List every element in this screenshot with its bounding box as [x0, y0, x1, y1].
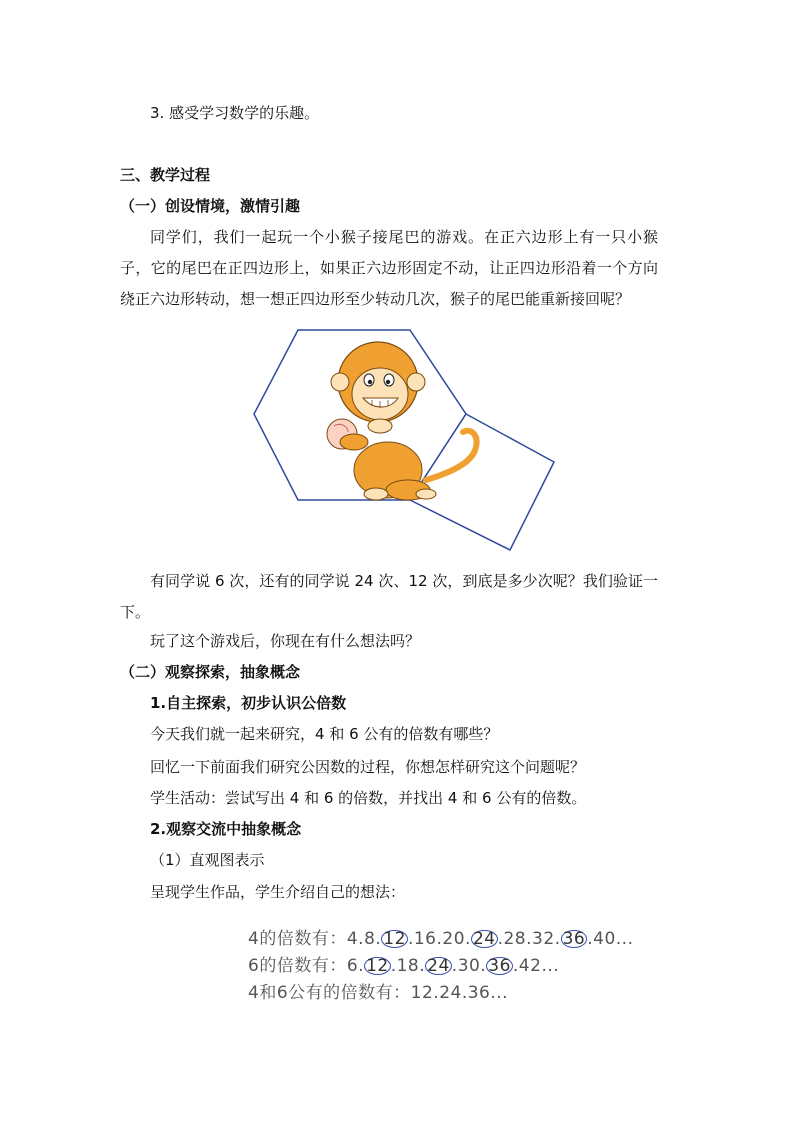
- recall-question: 回忆一下前面我们研究公因数的过程，你想怎样研究这个问题呢？: [150, 758, 586, 776]
- hand-number: 36: [488, 956, 511, 976]
- step-2-heading: 2.观察交流中抽象概念: [150, 820, 302, 838]
- hand-number: ...: [541, 956, 560, 976]
- hand-number: 40: [593, 929, 616, 949]
- hand-row-6: [248, 951, 608, 976]
- hand-number: 12: [366, 956, 389, 976]
- hand-number: 28: [503, 929, 527, 949]
- part-2-heading: （二）观察探索，抽象概念: [120, 663, 301, 681]
- hand-number: 8: [364, 929, 376, 949]
- step-1-heading: 1.自主探索，初步认识公倍数: [150, 694, 347, 712]
- monkey-hexagon-figure: [248, 322, 558, 557]
- intro-paragraph: 同学们，我们一起玩一个小猴子接尾巴的游戏。在正六边形上有一只小猴子，它的尾巴在正四边形上，如果正六边形固定不动，让正四边形沿着一个方向绕正六边形转动，想一想正四边形至少转动几次，猴子的尾巴能重新接回呢？: [120, 228, 658, 308]
- hand-number: 36: [562, 929, 586, 949]
- hand-number: 6: [346, 956, 359, 976]
- hand-number: 30: [457, 956, 481, 976]
- part-1-heading: （一）创设情境，激情引趣: [120, 197, 301, 215]
- hand-number: 12: [383, 929, 406, 949]
- hand-number: 18: [396, 956, 420, 976]
- answers-paragraph: 有同学说 6 次，还有的同学说 24 次、12 次，到底是多少次呢？我们验证一下。: [120, 572, 658, 621]
- hand-number: 24: [472, 929, 496, 949]
- hand-number: 16: [413, 929, 437, 949]
- hand-number: 24: [439, 983, 462, 1003]
- hand-number: 42: [518, 956, 542, 976]
- hand-row-4: [248, 924, 634, 949]
- study-question: 今天我们就一起来研究，4 和 6 公有的倍数有哪些？: [150, 725, 499, 743]
- student-activity: 学生活动：尝试写出 4 和 6 的倍数，并找出 4 和 6 公有的倍数。: [150, 789, 587, 807]
- hand-number: 12: [410, 983, 434, 1003]
- row-3-label: 4和6公有的倍数有：: [248, 983, 411, 1003]
- hand-number: 24: [427, 956, 450, 976]
- row-1-values: 4.8. 12 .16.20. 24 .28.32. 36 .40...: [346, 929, 634, 949]
- hand-number: 36: [467, 983, 491, 1003]
- row-1-label: 4的倍数有：: [248, 929, 347, 949]
- present-work: 呈现学生作品，学生介绍自己的想法：: [150, 883, 406, 901]
- goal-3: 3. 感受学习数学的乐趣。: [150, 104, 320, 122]
- section-3-heading: 三、教学过程: [120, 166, 211, 184]
- hand-number: 32: [532, 929, 555, 949]
- hand-number: ...: [490, 983, 509, 1003]
- row-2-label: 6的倍数有：: [248, 956, 347, 976]
- hand-row-common: [248, 978, 608, 1003]
- after-game-question: 玩了这个游戏后，你现在有什么想法吗？: [150, 632, 421, 650]
- hand-number: 20: [442, 929, 466, 949]
- row-3-values: 12.24.36...: [410, 983, 509, 1003]
- hand-number: ...: [615, 929, 634, 949]
- sub-1-heading: （1）直观图表示: [150, 851, 265, 869]
- row-2-values: 6. 12 .18. 24 .30. 36 .42...: [346, 956, 560, 976]
- hand-number: 4: [346, 929, 359, 949]
